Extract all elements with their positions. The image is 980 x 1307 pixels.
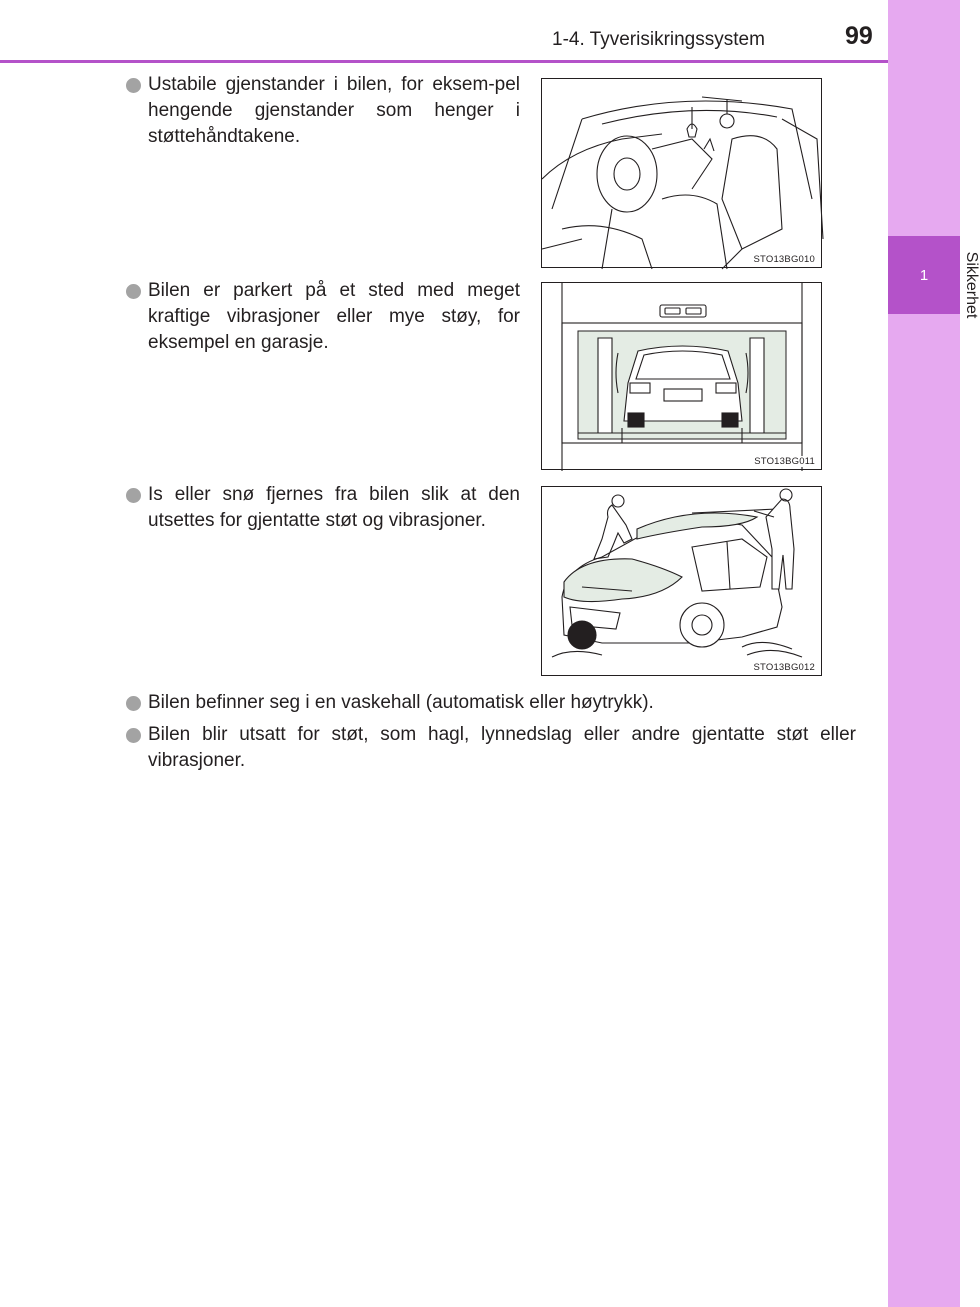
header-rule <box>0 60 888 63</box>
bullet-item <box>126 482 520 534</box>
bullet-item <box>126 72 520 150</box>
bullet-item <box>126 278 520 356</box>
figure-snow-removal <box>541 486 822 676</box>
figure-car-wash <box>541 282 822 470</box>
chapter-sidebar <box>888 0 980 1307</box>
page-number: 99 <box>845 22 873 50</box>
bullet-dot-icon <box>126 488 141 503</box>
figure-code: STO13BG010 <box>753 254 815 265</box>
snow-removal-illustration <box>542 487 823 677</box>
figure-car-interior <box>541 78 822 268</box>
chapter-title: Sikkerhet <box>963 251 980 319</box>
bullet-dot-icon <box>126 696 141 711</box>
bullet-dot-icon <box>126 728 141 743</box>
car-wash-illustration <box>542 283 823 471</box>
bullet-text: Bilen blir utsatt for støt, som hagl, lynnedslag eller andre gjentatte støt eller vibrasjoner. <box>148 724 856 771</box>
bullet-text: Bilen befinner seg i en vaskehall (automatisk eller høytrykk). <box>148 692 654 713</box>
bullet-text: Ustabile gjenstander i bilen, for eksem-pel hengende gjenstander som henger i støttehåndtakene. <box>148 74 520 147</box>
bullet-item <box>126 722 856 774</box>
bullet-dot-icon <box>126 78 141 93</box>
section-title: 1-4. Tyverisikringssystem <box>552 29 765 50</box>
bullet-text: Bilen er parkert på et sted med meget kraftige vibrasjoner eller mye støy, for eksempel en garasje. <box>148 280 520 353</box>
car-interior-illustration <box>542 79 823 269</box>
chapter-number-tab[interactable] <box>888 236 960 314</box>
chapter-number: 1 <box>919 266 929 284</box>
bullet-text: Is eller snø fjernes fra bilen slik at den utsettes for gjentatte støt og vibrasjoner. <box>148 484 520 531</box>
bullet-dot-icon <box>126 284 141 299</box>
figure-code: STO13BG011 <box>754 456 815 467</box>
figure-code: STO13BG012 <box>753 662 815 673</box>
bullet-item <box>126 690 856 716</box>
